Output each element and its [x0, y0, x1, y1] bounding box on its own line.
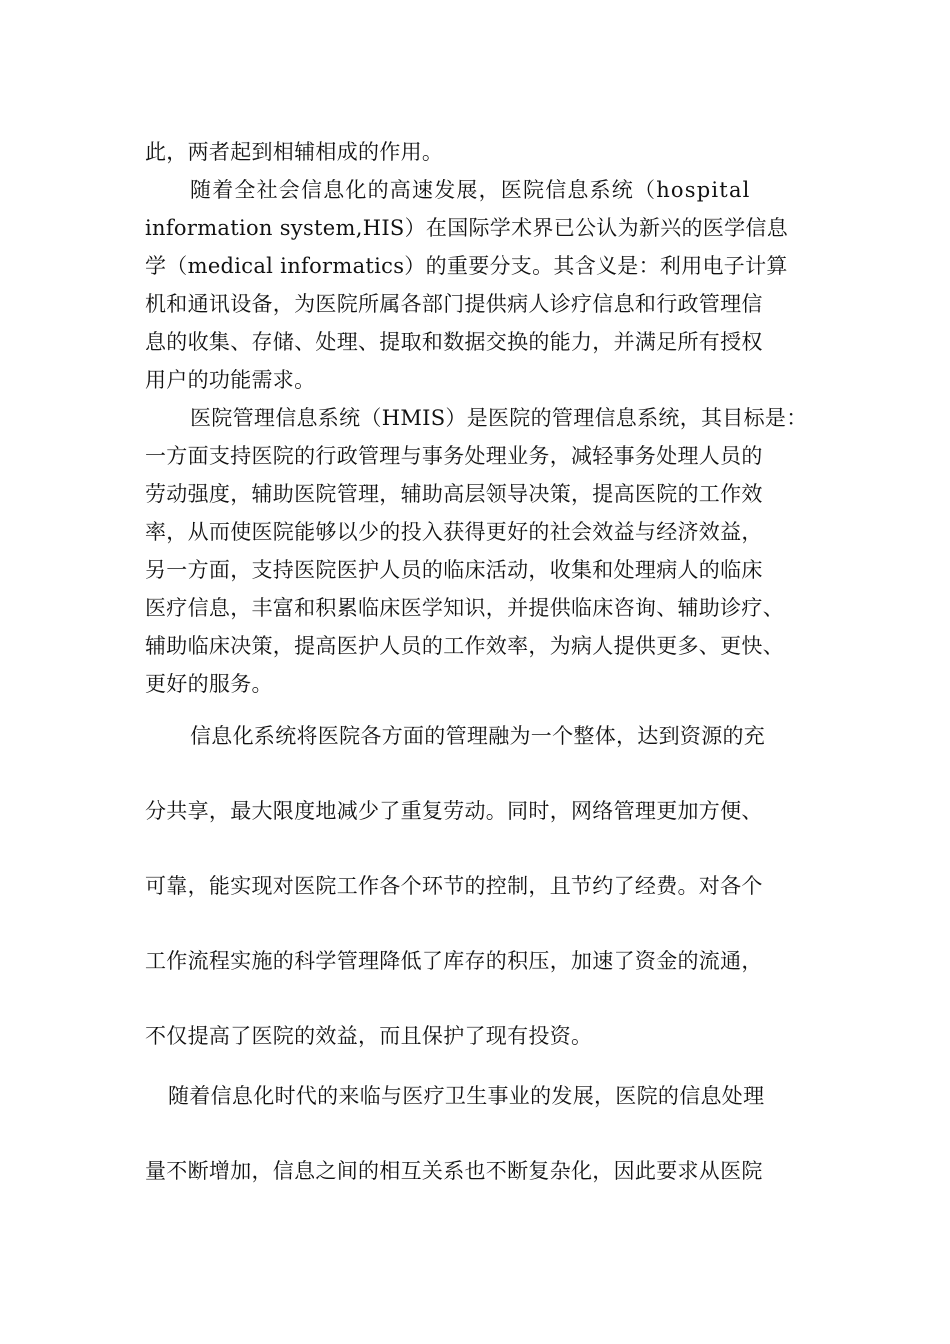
- text-line: 一方面支持医院的行政管理与事务处理业务，减轻事务处理人员的: [145, 444, 763, 468]
- text-line: 此，两者起到相辅相成的作用。: [145, 140, 444, 164]
- text-line: 不仅提高了医院的效益，而且保护了现有投资。: [145, 1024, 593, 1048]
- text-line: 用户的功能需求。: [145, 368, 316, 392]
- text-line: 另一方面，支持医院医护人员的临床活动，收集和处理病人的临床: [145, 558, 763, 582]
- text-line: 机和通讯设备，为医院所属各部门提供病人诊疗信息和行政管理信: [145, 292, 763, 316]
- text-line: 随着全社会信息化的高速发展，医院信息系统（hospital: [190, 178, 751, 202]
- text-line: 信息化系统将医院各方面的管理融为一个整体，达到资源的充: [190, 724, 766, 748]
- text-line: information system,HIS）在国际学术界已公认为新兴的医学信息: [145, 216, 788, 240]
- text-line: 医疗信息，丰富和积累临床医学知识，并提供临床咨询、辅助诊疗、: [145, 596, 784, 620]
- text-line: 工作流程实施的科学管理降低了库存的积压，加速了资金的流通，: [145, 949, 763, 973]
- text-line: 分共享，最大限度地减少了重复劳动。同时，网络管理更加方便、: [145, 799, 763, 823]
- text-line: 学（medical informatics）的重要分支。其含义是：利用电子计算: [145, 254, 788, 278]
- text-line: 辅助临床决策，提高医护人员的工作效率，为病人提供更多、更快、: [145, 634, 784, 658]
- text-line: 更好的服务。: [145, 672, 273, 696]
- text-line: 息的收集、存储、处理、提取和数据交换的能力，并满足所有授权: [145, 330, 763, 354]
- text-line: 劳动强度，辅助医院管理，辅助高层领导决策，提高医院的工作效: [145, 482, 763, 506]
- text-line: 医院管理信息系统（HMIS）是医院的管理信息系统，其目标是：: [190, 406, 808, 430]
- text-line: 随着信息化时代的来临与医疗卫生事业的发展，医院的信息处理: [168, 1084, 765, 1108]
- text-line: 量不断增加，信息之间的相互关系也不断复杂化，因此要求从医院: [145, 1159, 763, 1183]
- text-line: 率，从而使医院能够以少的投入获得更好的社会效益与经济效益，: [145, 520, 763, 544]
- text-line: 可靠，能实现对医院工作各个环节的控制，且节约了经费。对各个: [145, 874, 763, 898]
